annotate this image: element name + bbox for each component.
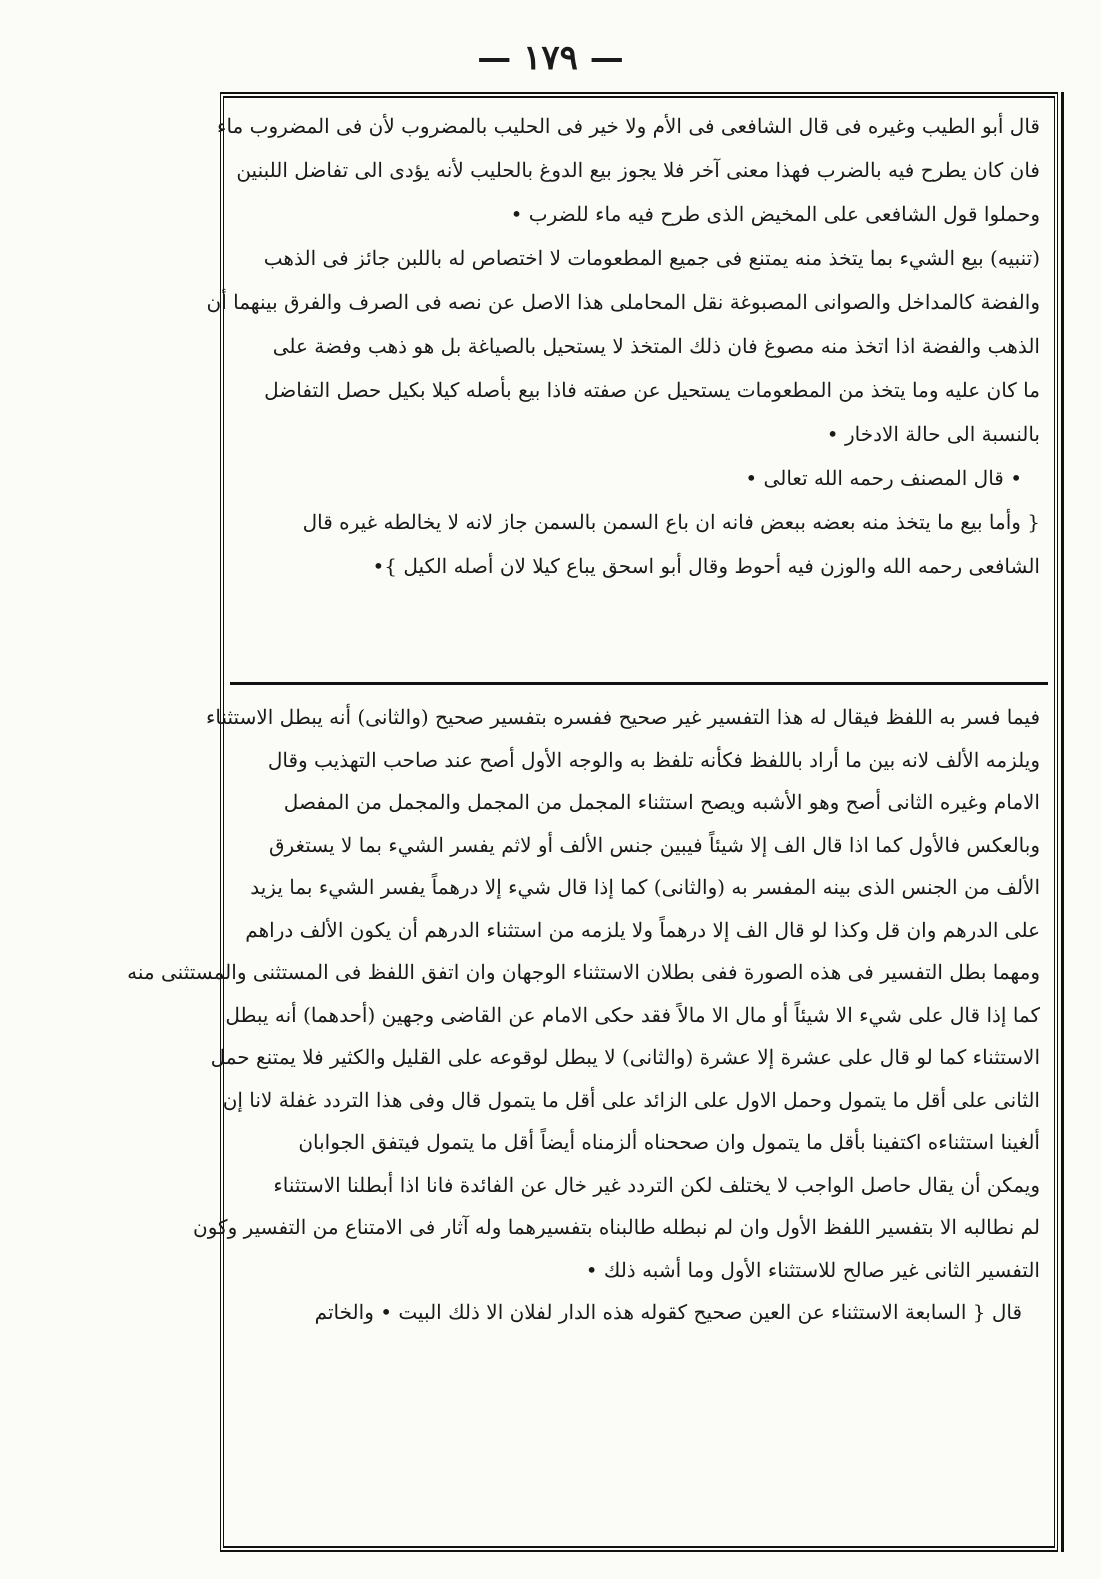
text-line: الامام وغيره الثانى أصح وهو الأشبه ويصح استثناء المجمل من المجمل والمجمل من المفصل — [283, 790, 1040, 814]
text-line: ويمكن أن يقال حاصل الواجب لا يختلف لكن التردد غير خال عن الفائدة فانا اذا أبطلنا الاستثناء — [273, 1172, 1040, 1197]
text-line: التفسير الثانى غير صالح للاستثناء الأول وما أشبه ذلك • — [585, 1257, 1040, 1282]
text-line: فيما فسر به اللفظ فيقال له هذا التفسير غير صحيح ففسره بتفسير صحيح (والثانى) أنه يبطل الاستثناء — [205, 705, 1040, 729]
text-line: الذهب والفضة اذا اتخذ منه مصوغ فان ذلك المتخذ لا يستحيل بالصياغة بل هو ذهب وفضة على — [272, 334, 1040, 358]
text-line: ويلزمه الألف لانه بين ما أراد باللفظ فكأنه تلفظ به والوجه الأول أصح عند صاحب التهذيب وقال — [267, 747, 1040, 772]
page-number: — ١٧٩ — — [477, 38, 624, 78]
page-frame — [127, 92, 1058, 1552]
text-line: لم نطالبه الا بتفسير اللفظ الأول وان لم نبطله طالبناه بتفسيرهما وله آثار فى الامتناع من التفسير وكون — [193, 1215, 1040, 1239]
text-line: ألغينا استثناءه اكتفينا بأقل ما يتمول وان صححناه ألزمناه أيضاً أقل ما يتمول فيتفق الجوابان — [298, 1130, 1040, 1154]
text-line: (تنبيه) بيع الشيء بما يتخذ منه يمتنع فى جميع المطعومات لا اختصاص له باللبن جائز فى الذهب — [263, 246, 1040, 270]
commentary-text-section — [127, 696, 1040, 1334]
text-line: فان كان يطرح فيه بالضرب فهذا معنى آخر فلا يجوز بيع الدوغ بالحليب لأنه يؤدى الى تفاضل اللبنين — [236, 158, 1040, 182]
text-line: وبالعكس فالأول كما اذا قال الف إلا شيئاً فيبين جنس الألف أو لاثم يفسر الشيء بما لا يستغرق — [269, 832, 1040, 857]
main-text-section — [206, 104, 1040, 588]
text-line: بالنسبة الى حالة الادخار • — [826, 422, 1040, 446]
text-line: الشافعى رحمه الله والوزن فيه أحوط وقال أبو اسحق يباع كيلا لان أصله الكيل }• — [372, 554, 1040, 578]
text-line: قال أبو الطيب وغيره فى قال الشافعى فى الأم ولا خير فى الحليب بالمضروب لأن فى المضروب ماء — [217, 114, 1040, 138]
text-line: والفضة كالمداخل والصوانى المصبوغة نقل المحاملى هذا الاصل عن نصه فى الصرف والفرق بينهما أن — [206, 290, 1040, 314]
text-line: • قال المصنف رحمه الله تعالى • — [745, 466, 1022, 490]
text-line: { وأما بيع ما يتخذ منه بعضه ببعض فانه ان باع السمن بالسمن جاز لانه لا يخالطه غيره قال — [302, 510, 1040, 534]
text-line: كما إذا قال على شيء الا شيئاً أو مال الا مالاً فقد حكى الامام عن القاضى وجهين (أحدهما) أنه يبطل — [225, 1002, 1040, 1027]
text-line: ومهما بطل التفسير فى هذه الصورة ففى بطلان الاستثناء الوجهان وان اتفق اللفظ فى المستثنى والمستثنى منه — [127, 960, 1040, 984]
text-line: على الدرهم وان قل وكذا لو قال الف إلا درهماً ولا يلزمه من استثناء الدرهم أن يكون الألف دراهم — [245, 917, 1040, 942]
text-line: الاستثناء كما لو قال على عشرة إلا عشرة (والثانى) لا يبطل لوقوعه على القليل والكثير فلا يمتنع حمل — [210, 1045, 1040, 1069]
section-divider — [230, 682, 1048, 685]
text-line: الثانى على أقل ما يتمول وحمل الاول على الزائد على أقل ما يتمول قال وفى هذا التردد غفلة لانا إن — [222, 1087, 1040, 1112]
text-line: الألف من الجنس الذى بينه المفسر به (والثانى) كما إذا قال شيء إلا درهماً يفسر الشيء بما يزيد — [250, 875, 1040, 899]
text-line: وحملوا قول الشافعى على المخيض الذى طرح فيه ماء للضرب • — [510, 202, 1040, 226]
text-line: ما كان عليه وما يتخذ من المطعومات يستحيل عن صفته فاذا بيع بأصله كيلا بكيل حصل التفاضل — [264, 378, 1040, 402]
text-line: قال { السابعة الاستثناء عن العين صحيح كقوله هذه الدار لفلان الا ذلك البيت • والخاتم — [314, 1300, 1022, 1324]
